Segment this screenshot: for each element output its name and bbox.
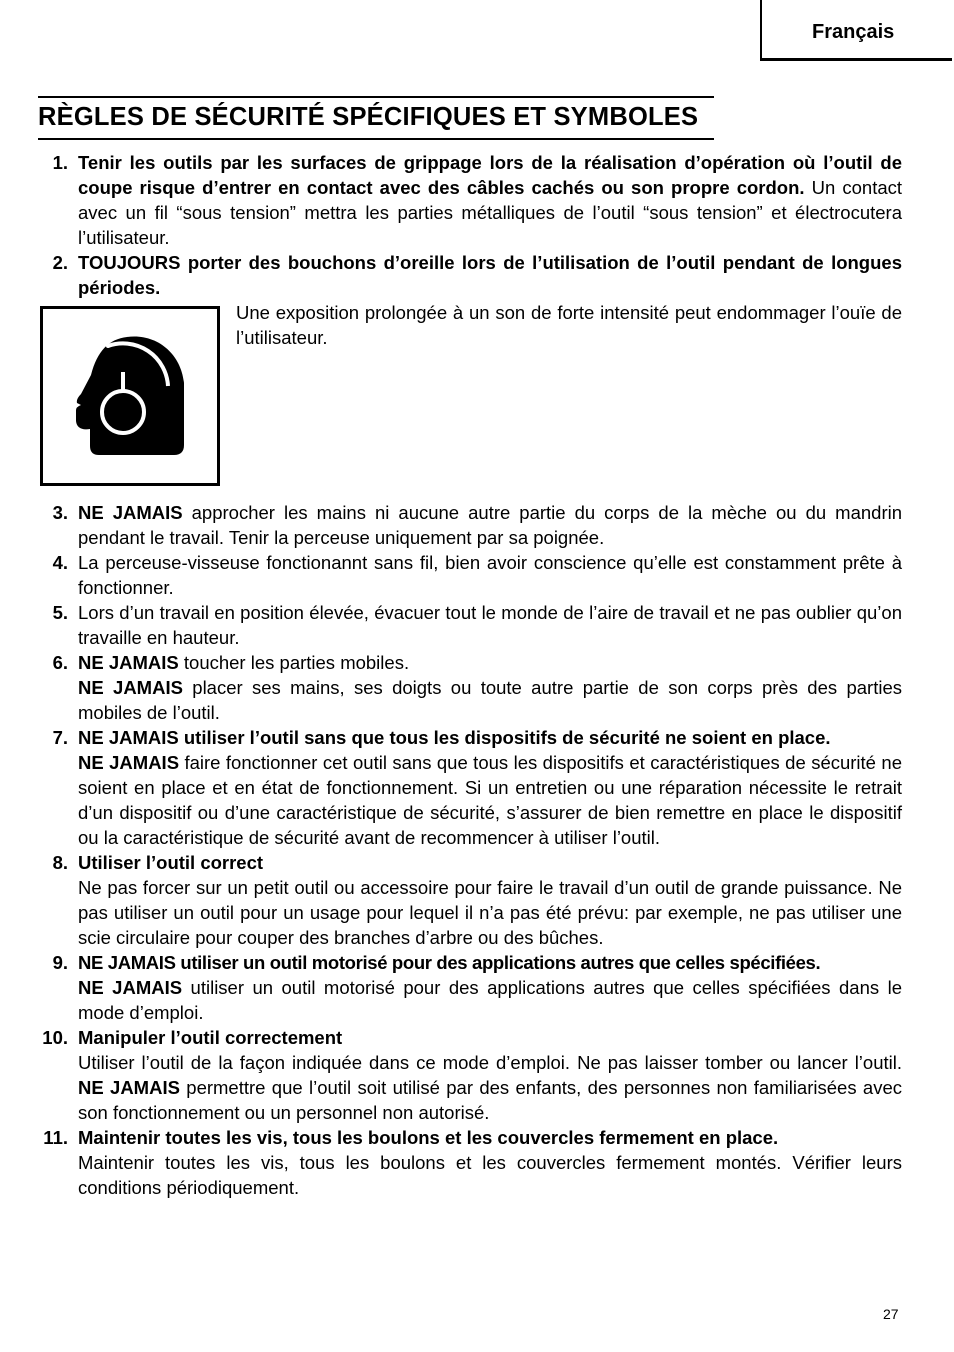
- list-item: [38, 250, 902, 300]
- list-item: [38, 725, 902, 850]
- item-lead-tail: .: [773, 1127, 779, 1148]
- list-item: [38, 600, 902, 650]
- language-label: Français: [812, 21, 895, 43]
- item-number: 5.: [52, 602, 68, 623]
- list-item: [38, 500, 902, 550]
- item-text: placer ses mains, ses doigts ou toute autre partie de son corps près des parties mobiles de l’outil.: [78, 677, 902, 723]
- item-text: utiliser un outil motorisé pour des applications autres que celles spécifiées dans le mode d’emploi.: [78, 977, 902, 1023]
- item-number: 3.: [52, 502, 68, 523]
- item-lead: NE JAMAIS: [78, 652, 179, 673]
- item-number: 9.: [52, 952, 68, 973]
- item-lead: Utiliser l’outil correct: [78, 852, 264, 873]
- list-item: [38, 1125, 902, 1200]
- item-lead: NE JAMAIS utiliser un outil motorisé pour des applications autres que celles spécifiées.: [78, 952, 821, 973]
- section-title-bar: [38, 96, 714, 140]
- item-lead: NE JAMAIS: [78, 1077, 180, 1098]
- hearing-figure-row: [38, 300, 902, 486]
- item-text: faire fonctionner cet outil sans que tous les dispositifs et caractéristiques de sécurité ne soient en place et en état de fonctionnement. Si un entretien ou une réparation nécessite le retrait d’un dispositif ou d’une caractéristique de sécurité, s’assurer de bien remettre en place le dispositif ou la caractéristique de sécurité avant de recommencer à utiliser l’outil.: [78, 752, 902, 848]
- hearing-protection-figure: [40, 306, 220, 486]
- item-lead: NE JAMAIS: [78, 677, 183, 698]
- list-item: [38, 950, 902, 1025]
- item-text: permettre que l’outil soit utilisé par des enfants, des personnes non familiarisées avec son fonctionnement ou un personnel non autorisé.: [78, 1077, 902, 1123]
- list-item: [38, 850, 902, 950]
- item-lead: Tenir les outils par les surfaces de grippage lors de la réalisation d’opération où l’outil de coupe risque d’entrer en contact avec des câbles cachés ou son propre cordon.: [78, 152, 902, 198]
- item-lead: Manipuler l’outil correctement: [78, 1027, 343, 1048]
- item-text: La perceuse-visseuse fonctionannt sans fil, bien avoir conscience qu’elle est constamment prête à fonctionner.: [78, 552, 902, 598]
- figure-caption: Une exposition prolongée à un son de forte intensité peut endommager l’ouïe de l’utilisateur.: [236, 302, 902, 348]
- item-text: Un contact avec un fil “sous tension” mettra les parties métalliques de l’outil “sous tension” et électrocutera l’utilisateur.: [78, 177, 903, 248]
- item-number: 11.: [43, 1127, 68, 1148]
- item-lead: NE JAMAIS utiliser l’outil sans que tous les dispositifs de sécurité ne soient en place.: [78, 727, 831, 748]
- item-number: 4.: [52, 552, 68, 573]
- hearing-protection-icon: [43, 309, 217, 483]
- item-lead: NE JAMAIS: [78, 977, 183, 998]
- item-lead: NE JAMAIS: [78, 752, 180, 773]
- item-lead: NE JAMAIS: [78, 502, 183, 523]
- language-tab: [760, 0, 952, 61]
- item-number: 2.: [52, 252, 68, 273]
- list-item: [38, 550, 902, 600]
- item-text: Utiliser l’outil de la façon indiquée dans ce mode d’emploi. Ne pas laisser tomber ou lancer l’outil.: [78, 1052, 902, 1073]
- item-number: 8.: [52, 852, 68, 873]
- item-number: 6.: [52, 652, 68, 673]
- item-lead: TOUJOURS porter des bouchons d’oreille lors de l’utilisation de l’outil pendant de longues périodes: [78, 252, 902, 298]
- item-number: 10.: [42, 1027, 68, 1048]
- list-item: [38, 650, 902, 725]
- page-title: RÈGLES DE SÉCURITÉ SPÉCIFIQUES ET SYMBOLES: [38, 103, 699, 131]
- item-lead: Maintenir toutes les vis, tous les boulons et les couvercles fermement en place: [78, 1127, 774, 1148]
- item-text: Ne pas forcer sur un petit outil ou accessoire pour faire le travail d’un outil de grande puissance. Ne pas utiliser un outil pour un usage pour lequel il n’a pas été prévu: par exemple, ne pas utiliser une scie circulaire pour couper des branches d’arbre ou des bûches.: [78, 877, 902, 948]
- page-number: 27: [883, 1306, 899, 1322]
- item-number: 7.: [52, 727, 68, 748]
- item-text: Maintenir toutes les vis, tous les boulons et les couvercles fermement montés. Vérifier leurs conditions périodiquement.: [78, 1152, 902, 1198]
- item-text: Lors d’un travail en position élevée, évacuer tout le monde de l’aire de travail et ne pas oublier qu’on travaille en hauteur.: [78, 602, 902, 648]
- item-number: 1.: [52, 152, 68, 173]
- safety-rules-list: [38, 150, 902, 1200]
- item-text: approcher les mains ni aucune autre partie du corps de la mèche ou du mandrin pendant le travail. Tenir la perceuse uniquement par sa poignée.: [78, 502, 902, 548]
- list-item: [38, 150, 902, 250]
- item-text: toucher les parties mobiles.: [178, 652, 410, 673]
- list-item: [38, 1025, 902, 1125]
- item-lead-tail: .: [155, 277, 161, 298]
